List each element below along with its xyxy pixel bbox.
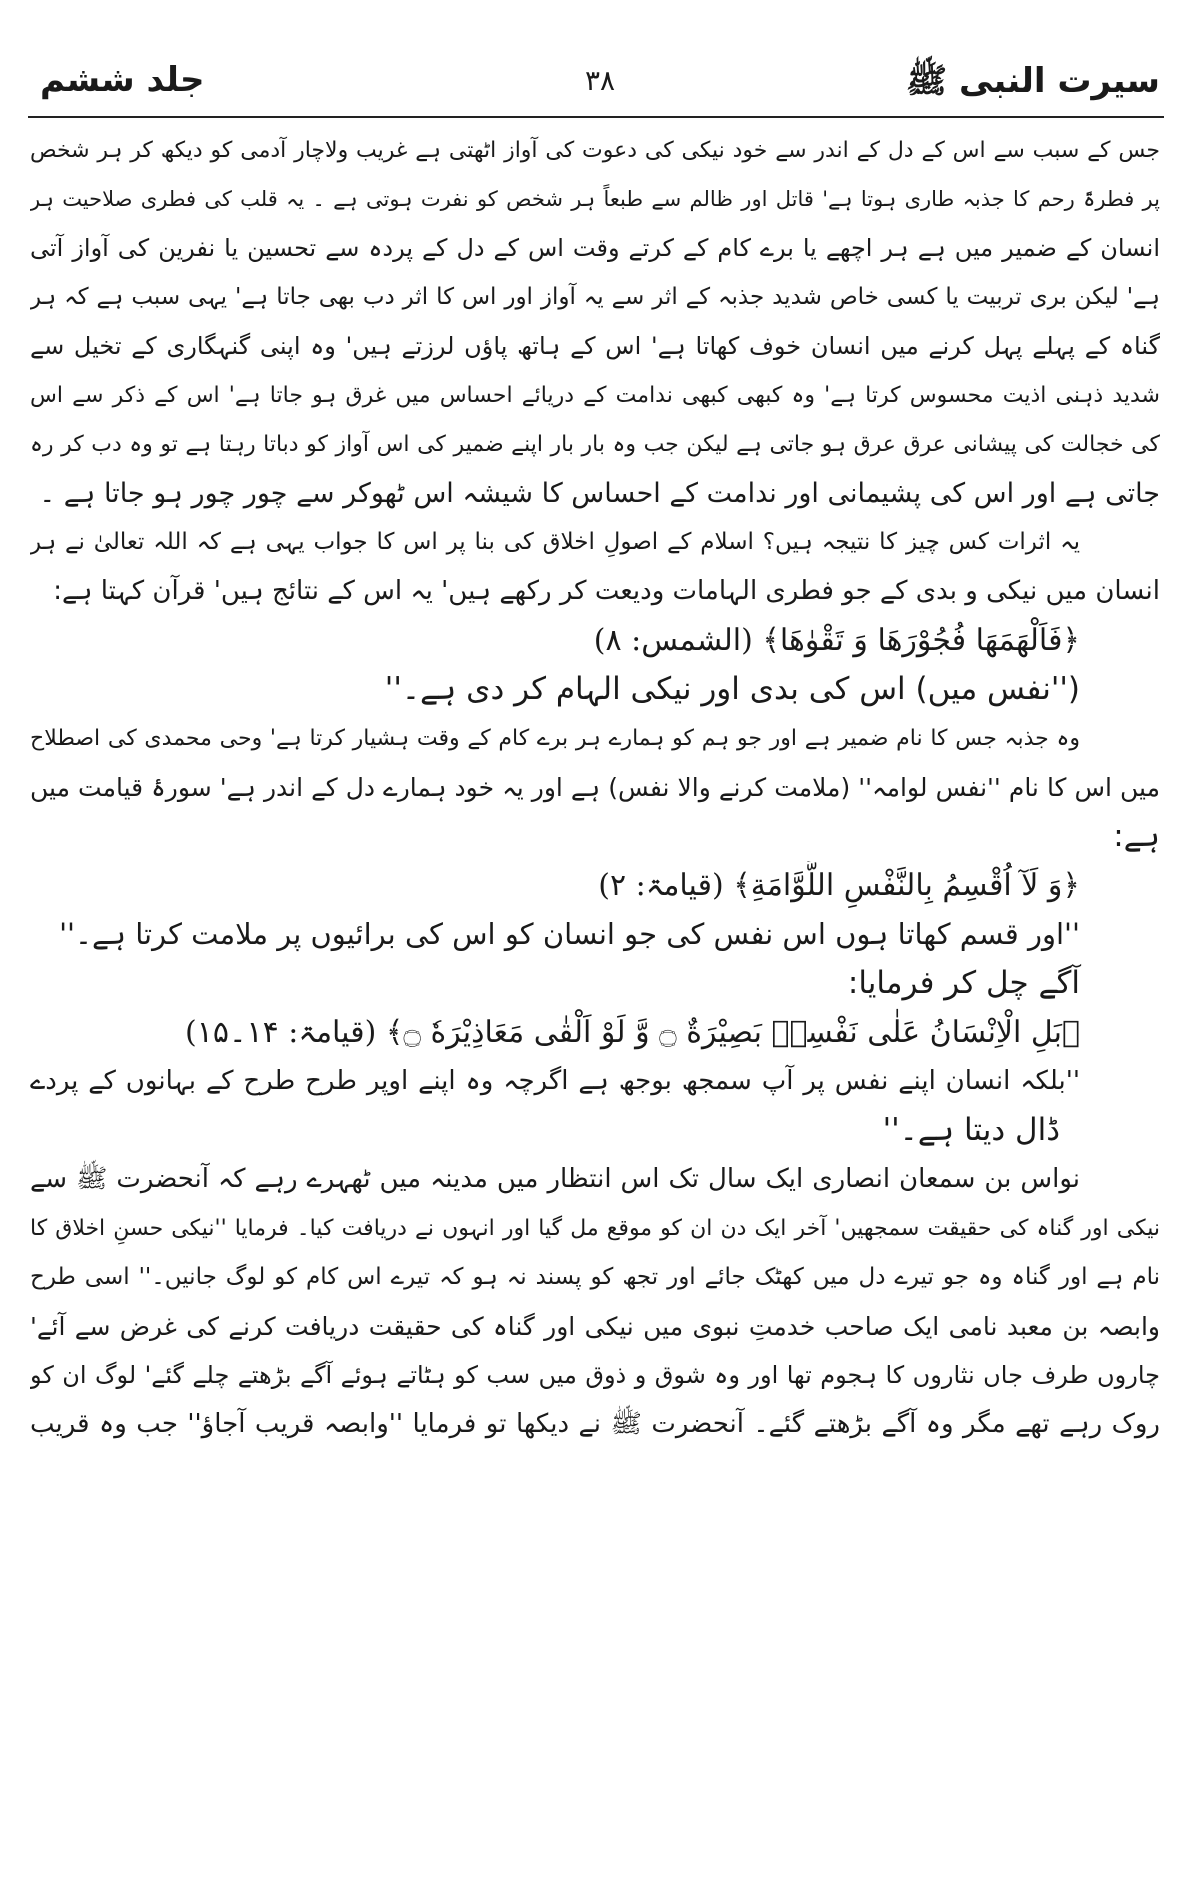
quran-verse: ﴿وَ لَآ اُقْسِمُ بِالنَّفْسِ اللَّوَّامَةِ﴾ (قیامۃ: ۲) <box>598 868 1080 903</box>
header-divider <box>28 116 1164 118</box>
verse-translation: ''بلکہ انسان اپنے نفس پر آپ سمجھ بوجھ ہے اگرچہ وہ اپنے اوپر طرح طرح کے بہانوں کے پردے <box>30 1066 1080 1096</box>
volume-label: جلد ششم <box>40 60 205 100</box>
text-line: آگے چل کر فرمایا: <box>847 965 1080 1001</box>
text-body <box>30 126 1160 1449</box>
text-line: چاروں طرف جاں نثاروں کا ہجوم تھا اور وہ شوق و ذوق میں سب کو ہٹاتے ہوئے آگے بڑھتے چلے گئے' لوگ ان کو <box>30 1361 1160 1389</box>
verse-translation: (''نفس میں) اس کی بدی اور نیکی الہام کر دی ہے۔'' <box>384 671 1080 707</box>
text-line: پر فطرۃً رحم کا جذبہ طاری ہوتا ہے' قاتل اور ظالم سے طبعاً ہر شخص کو نفرت ہوتی ہے ۔ یہ قلب کی فطری صلاحیت ہر <box>30 187 1160 211</box>
page-number: ۳۸ <box>584 64 616 97</box>
text-line: نیکی اور گناہ کی حقیقت سمجھیں' آخر ایک دن ان کو موقع مل گیا اور انہوں نے دریافت کیا۔ فرمایا ''نیکی حسنِ اخلاق کا <box>30 1216 1160 1241</box>
text-line: کی خجالت کی پیشانی عرق عرق ہو جاتی ہے لیکن جب وہ بار بار اپنے ضمیر کی اس آواز کو دباتا رہتا ہے تو وہ دب کر رہ <box>30 432 1160 457</box>
text-line: گناہ کے پہلے پہل کرنے میں انسان خوف کھاتا ہے' اس کے ہاتھ پاؤں لرزتے ہیں' وہ اپنی گنہگاری کے تخیل سے <box>30 332 1160 360</box>
text-line: نام ہے اور گناہ وہ جو تیرے دل میں کھٹک جائے اور تجھ کو پسند نہ ہو کہ تیرے اس کام کو لوگ جانیں۔'' اسی طرح <box>30 1264 1160 1290</box>
text-line: نواس بن سمعان انصاری ایک سال تک اس انتظار میں مدینہ میں ٹھہرے رہے کہ آنحضرت ﷺ سے <box>30 1164 1080 1194</box>
verse-translation: ڈال دیتا ہے۔'' <box>882 1112 1060 1148</box>
book-title: سیرت النبی ﷺ <box>906 61 1160 101</box>
text-line: انسان میں نیکی و بدی کے جو فطری الہامات ودیعت کر رکھے ہیں' یہ اس کے نتائج ہیں' قرآن کہتا ہے: <box>53 576 1160 606</box>
text-line: ہے: <box>1113 818 1160 854</box>
running-header <box>40 60 1160 120</box>
verse-translation: ''اور قسم کھاتا ہوں اس نفس کی جو انسان کو اس کی برائیوں پر ملامت کرتا ہے۔'' <box>59 917 1080 951</box>
quran-verse: ﴿بَلِ الْاِنْسَانُ عَلٰى نَفْسِهٖ بَصِيْرَةٌ ۝ وَّ لَوْ اَلْقٰى مَعَاذِيْرَهٗ ۝﴾ (قیامۃ: ۱۴۔۱۵) <box>184 1015 1080 1050</box>
quran-verse: ﴿فَاَلْهَمَهَا فُجُوْرَهَا وَ تَقْوٰهَا﴾ (الشمس: ۸) <box>593 623 1080 658</box>
text-line: جاتی ہے اور اس کی پشیمانی اور ندامت کے احساس کا شیشہ اس ٹھوکر سے چور چور ہو جاتا ہے ۔ <box>39 478 1160 509</box>
text-line: وہ جذبہ جس کا نام ضمیر ہے اور جو ہم کو ہمارے ہر برے کام کے وقت ہشیار کرتا ہے' وحی محمدی کی اصطلاح <box>30 726 1080 751</box>
text-line: شدید ذہنی اذیت محسوس کرتا ہے' وہ کبھی کبھی ندامت کے دریائے احساس میں غرق ہو جاتا ہے' اس کے ذکر سے اس <box>30 383 1160 408</box>
text-line: انسان کے ضمیر میں ہے ہر اچھے یا برے کام کے کرتے وقت اس کے دل کے پردہ سے تحسین یا نفرین کی آواز آتی <box>30 234 1160 262</box>
text-line: ہے' لیکن بری تربیت یا کسی خاص شدید جذبہ کے اثر سے یہ آواز اور اس کا اثر دب بھی جاتا ہے' یہی سبب ہے کہ ہر <box>30 284 1160 310</box>
text-line: یہ اثرات کس چیز کا نتیجہ ہیں؟ اسلام کے اصولِ اخلاق کی بنا پر اس کا جواب یہی ہے کہ اللہ تعالیٰ نے ہر <box>30 529 1080 555</box>
text-line: روک رہے تھے مگر وہ آگے بڑھتے گئے۔ آنحضرت ﷺ نے دیکھا تو فرمایا ''وابصہ قریب آجاؤ'' جب وہ قریب <box>30 1409 1160 1439</box>
text-line: جس کے سبب سے اس کے دل کے اندر سے خود نیکی کی دعوت کی آواز اٹھتی ہے غریب ولاچار آدمی کو دیکھ کر ہر شخص <box>30 138 1160 163</box>
text-line: وابصہ بن معبد نامی ایک صاحب خدمتِ نبوی میں نیکی اور گناہ کی حقیقت دریافت کرنے کی غرض سے آئے' <box>30 1312 1160 1341</box>
text-line: میں اس کا نام ''نفس لوامہ'' (ملامت کرنے والا نفس) ہے اور یہ خود ہمارے دل کے اندر ہے' سورۂ قیامت میں <box>30 773 1160 802</box>
